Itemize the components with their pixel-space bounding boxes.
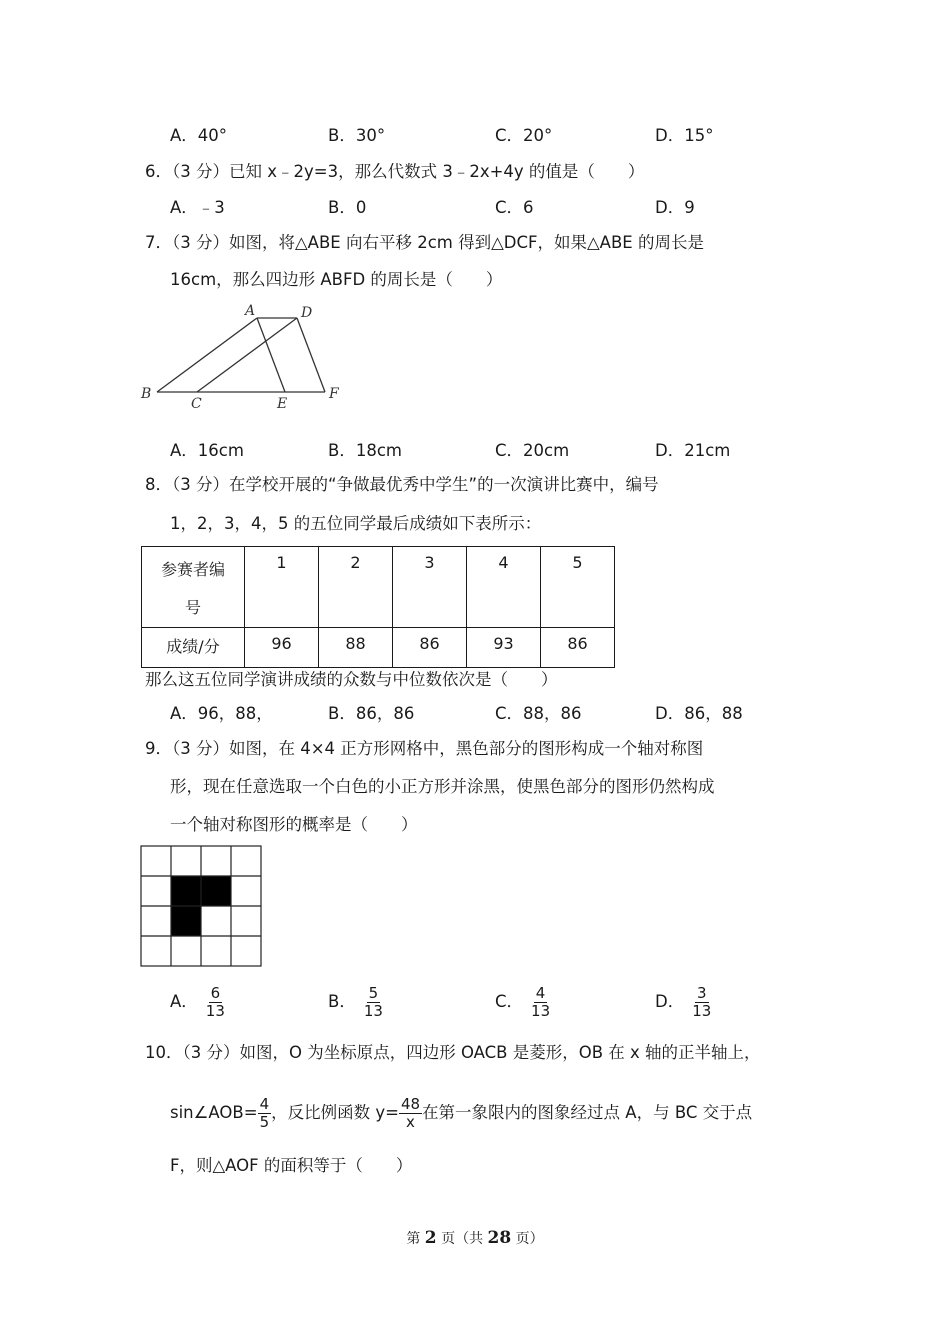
score-table xyxy=(141,546,615,668)
segment-ae xyxy=(257,318,285,392)
label-c: C xyxy=(191,396,202,412)
number-cell: 5 xyxy=(541,547,615,628)
q8-option-c: C．88，86 xyxy=(495,704,582,723)
q7-stem-line2: 16cm，那么四边形 ABFD 的周长是（ ） xyxy=(170,270,503,289)
segment-ba xyxy=(157,318,257,392)
table-row-numbers xyxy=(142,547,615,628)
segment-cd xyxy=(197,318,297,392)
page-number: 2 xyxy=(424,1228,437,1248)
q7-option-c: C．20cm xyxy=(495,441,570,460)
number-cell: 2 xyxy=(319,547,393,628)
q10-stem-line1: 10．（3 分）如图，O 为坐标原点，四边形 OACB 是菱形，OB 在 x 轴的正半轴上， xyxy=(145,1043,761,1062)
q8-stem-line2: 1，2，3，4，5 的五位同学最后成绩如下表所示： xyxy=(170,514,542,533)
page-footer: 第 2 页（共 28 页） xyxy=(406,1228,544,1248)
q7-option-a: A．16cm xyxy=(170,441,244,460)
q10-stem-line3: F，则△AOF 的面积等于（ ） xyxy=(170,1156,413,1175)
q8-option-a: A．96，88， xyxy=(170,704,273,723)
q6-option-a: A．﹣3 xyxy=(170,198,225,217)
header-label-cell: 参赛者编 号 xyxy=(142,547,245,628)
number-cell: 3 xyxy=(393,547,467,628)
score-cell: 96 xyxy=(245,628,319,668)
q9-stem-line2: 形，现在任意选取一个白色的小正方形并涂黑，使黑色部分的图形仍然构成 xyxy=(170,777,715,796)
q10-stem-line2: sin∠AOB= $\frac{4}{5}$ ，反比例函数 y= $\frac{48}{x}$ 在第一象限内的图象经过点 A，与 BC 交于点 xyxy=(170,1095,753,1131)
number-cell: 4 xyxy=(467,547,541,628)
q9-option-d: D． $\frac{3}{13}$ xyxy=(655,984,712,1020)
q9-option-c: C． $\frac{4}{13}$ xyxy=(495,984,551,1020)
score-cell: 88 xyxy=(319,628,393,668)
q7-option-d: D．21cm xyxy=(655,441,731,460)
q5-option-c: C．20° xyxy=(495,126,553,145)
q9-option-b: B． $\frac{5}{13}$ xyxy=(328,984,383,1020)
q8-option-d: D．86，88 xyxy=(655,704,743,723)
q9-stem-line3: 一个轴对称图形的概率是（ ） xyxy=(170,815,418,834)
label-d: D xyxy=(301,305,313,321)
label-f: F xyxy=(329,386,339,402)
q9-stem-line1: 9．（3 分）如图，在 4×4 正方形网格中，黑色部分的图形构成一个轴对称图 xyxy=(145,739,704,758)
score-cell: 93 xyxy=(467,628,541,668)
q7-stem-line1: 7．（3 分）如图，将△ABE 向右平移 2cm 得到△DCF，如果△ABE 的周长是 xyxy=(145,233,704,252)
table-row-scores xyxy=(142,628,615,668)
q5-option-a: A．40° xyxy=(170,126,228,145)
label-a: A xyxy=(245,303,256,319)
q8-question: 那么这五位同学演讲成绩的众数与中位数依次是（ ） xyxy=(145,670,558,689)
number-cell: 1 xyxy=(245,547,319,628)
label-b: B xyxy=(141,386,152,402)
q7-option-b: B．18cm xyxy=(328,441,402,460)
segment-df xyxy=(297,318,325,392)
q5-option-b: B．30° xyxy=(328,126,386,145)
q6-option-b: B．0 xyxy=(328,198,367,217)
q5-option-d: D．15° xyxy=(655,126,714,145)
q9-grid-figure xyxy=(140,845,262,967)
q8-option-b: B．86，86 xyxy=(328,704,415,723)
score-cell: 86 xyxy=(541,628,615,668)
q9-option-a: A． $\frac{6}{13}$ xyxy=(170,984,225,1020)
q6-stem: 6．（3 分）已知 x﹣2y=3，那么代数式 3﹣2x+4y 的值是（ ） xyxy=(145,162,645,181)
score-label-cell: 成绩/分 xyxy=(142,628,245,668)
black-cell-bottom xyxy=(171,906,201,936)
q6-option-d: D．9 xyxy=(655,198,695,217)
score-cell: 86 xyxy=(393,628,467,668)
label-e: E xyxy=(277,396,288,412)
q6-option-c: C．6 xyxy=(495,198,534,217)
total-pages: 28 xyxy=(487,1228,512,1248)
q8-stem-line1: 8．（3 分）在学校开展的“争做最优秀中学生”的一次演讲比赛中，编号 xyxy=(145,475,659,494)
q7-trapezoid-figure xyxy=(135,300,355,415)
